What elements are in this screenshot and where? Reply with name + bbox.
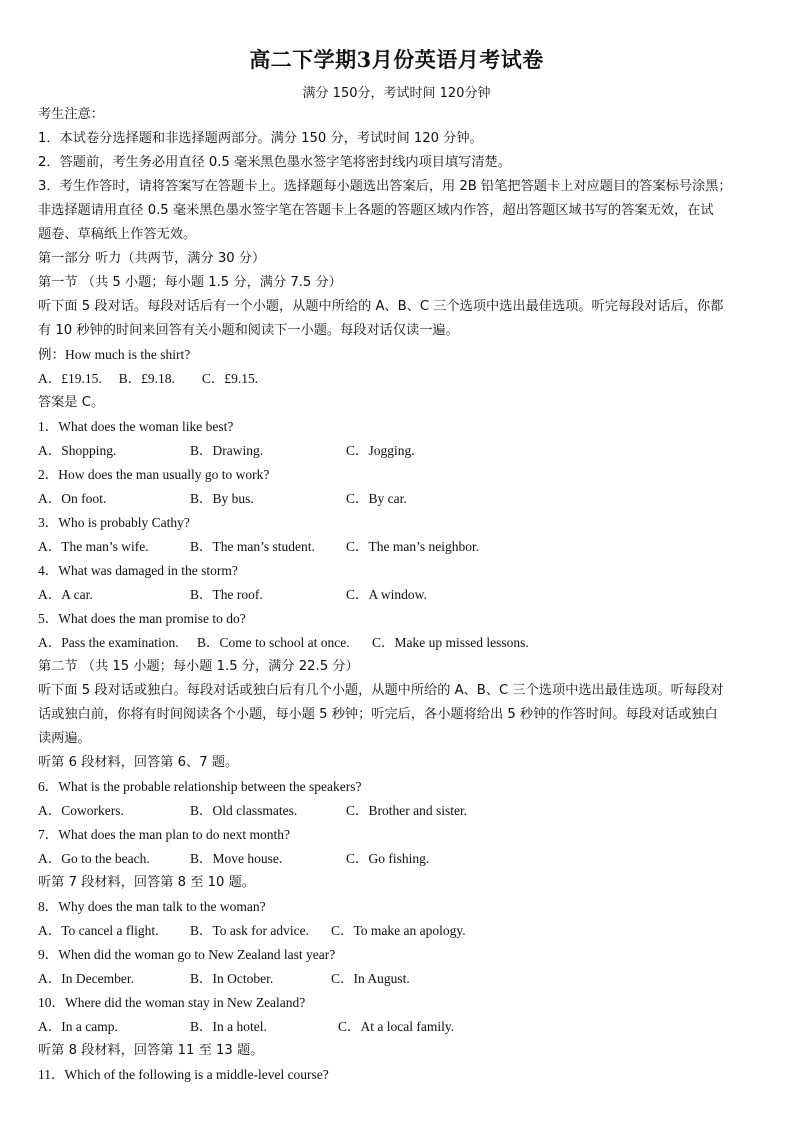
option-c: C．To make an apology. bbox=[331, 923, 466, 938]
question-9-options bbox=[38, 970, 763, 988]
option-a: A．In December. bbox=[38, 971, 134, 986]
question-2-options bbox=[38, 490, 763, 508]
material-6-heading: 听第 6 段材料，回答第 6、7 题。 bbox=[38, 755, 239, 770]
option-b: B．Move house. bbox=[190, 851, 283, 866]
material-8-heading: 听第 8 段材料，回答第 11 至 13 题。 bbox=[38, 1043, 264, 1058]
question-11-stem: 11．Which of the following is a middle-level course? bbox=[38, 1067, 329, 1082]
question-1-options bbox=[38, 442, 763, 460]
option-b: B．To ask for advice. bbox=[190, 923, 310, 938]
example-question: 例：How much is the shirt? bbox=[38, 347, 191, 362]
exam-score-time: 满分 150分，考试时间 120分钟 bbox=[302, 86, 491, 101]
material-7-heading: 听第 7 段材料，回答第 8 至 10 题。 bbox=[38, 875, 255, 890]
option-c: C．By car. bbox=[346, 491, 407, 506]
question-4-options bbox=[38, 586, 763, 604]
option-c: C．Go fishing. bbox=[346, 851, 430, 866]
notice-heading: 考生注意： bbox=[38, 107, 104, 122]
option-a: A．Go to the beach. bbox=[38, 851, 150, 866]
part-heading: 第一部分 听力（共两节，满分 30 分） bbox=[38, 251, 266, 266]
option-b: B．Come to school at once. bbox=[197, 635, 350, 650]
notice-item-2: 2．答题前，考生务必用直径 0.5 毫米黑色墨水签字笔将密封线内项目填写清楚。 bbox=[38, 155, 511, 170]
option-c: C．The man’s neighbor. bbox=[346, 539, 480, 554]
section-1-instruction-b: 有 10 秒钟的时间来回答有关小题和阅读下一小题。每段对话仅读一遍。 bbox=[38, 323, 459, 338]
question-6-options bbox=[38, 802, 763, 820]
option-a: A．To cancel a flight. bbox=[38, 923, 159, 938]
option-a: A．On foot. bbox=[38, 491, 107, 506]
section-1-heading: 第一节 （共 5 小题；每小题 1.5 分，满分 7.5 分） bbox=[38, 275, 342, 290]
option-b: B．Old classmates. bbox=[190, 803, 298, 818]
option-b: B．In October. bbox=[190, 971, 274, 986]
option-a: A．Coworkers. bbox=[38, 803, 124, 818]
question-7-stem: 7．What does the man plan to do next month? bbox=[38, 827, 290, 842]
option-b: B．By bus. bbox=[190, 491, 254, 506]
example-options: A．£19.15. B．£9.18. C．£9.15. bbox=[38, 371, 259, 386]
section-2-instruction-a: 听下面 5 段对话或独白。每段对话或独白后有几个小题，从题中所给的 A、B、C 三个选项中选出最佳选项。听每段对 bbox=[38, 683, 724, 698]
option-a: A．Pass the examination. bbox=[38, 635, 179, 650]
option-c: C．In August. bbox=[331, 971, 410, 986]
option-c: C．A window. bbox=[346, 587, 427, 602]
notice-item-1: 1．本试卷分选择题和非选择题两部分。满分 150 分，考试时间 120 分钟。 bbox=[38, 131, 483, 146]
question-10-stem: 10．Where did the woman stay in New Zealand? bbox=[38, 995, 306, 1010]
option-a: A．Shopping. bbox=[38, 443, 117, 458]
option-a: A．The man’s wife. bbox=[38, 539, 149, 554]
option-b: B．In a hotel. bbox=[190, 1019, 267, 1034]
option-c: C．Jogging. bbox=[346, 443, 415, 458]
section-2-heading: 第二节 （共 15 小题；每小题 1.5 分，满分 22.5 分） bbox=[38, 659, 359, 674]
section-2-instruction-c: 读两遍。 bbox=[38, 731, 91, 746]
question-3-stem: 3．Who is probably Cathy? bbox=[38, 515, 190, 530]
page-title: 高二下学期3月份英语月考试卷 bbox=[249, 47, 544, 72]
notice-item-3b: 非选择题请用直径 0.5 毫米黑色墨水签字笔在答题卡上各题的答题区域内作答，超出答题区域书写的答案无效，在试 bbox=[38, 203, 714, 218]
notice-item-3c: 题卷、草稿纸上作答无效。 bbox=[38, 227, 197, 242]
section-1-instruction-a: 听下面 5 段对话。每段对话后有一个小题，从题中所给的 A、B、C 三个选项中选出最佳选项。听完每段对话后，你都 bbox=[38, 299, 724, 314]
option-c: C．At a local family. bbox=[338, 1019, 455, 1034]
question-9-stem: 9．When did the woman go to New Zealand last year? bbox=[38, 947, 336, 962]
question-8-options bbox=[38, 922, 763, 940]
question-8-stem: 8．Why does the man talk to the woman? bbox=[38, 899, 266, 914]
option-c: C．Brother and sister. bbox=[346, 803, 468, 818]
question-2-stem: 2．How does the man usually go to work? bbox=[38, 467, 270, 482]
option-b: B．The man’s student. bbox=[190, 539, 315, 554]
question-5-options bbox=[38, 634, 763, 652]
question-4-stem: 4．What was damaged in the storm? bbox=[38, 563, 238, 578]
example-answer: 答案是 C。 bbox=[38, 395, 105, 410]
option-b: B．Drawing. bbox=[190, 443, 264, 458]
question-6-stem: 6．What is the probable relationship between the speakers? bbox=[38, 779, 362, 794]
question-3-options bbox=[38, 538, 763, 556]
option-a: A．In a camp. bbox=[38, 1019, 118, 1034]
question-5-stem: 5．What does the man promise to do? bbox=[38, 611, 246, 626]
section-2-instruction-b: 话或独白前，你将有时间阅读各个小题，每小题 5 秒钟；听完后，各小题将给出 5 秒钟的作答时间。每段对话或独白 bbox=[38, 707, 718, 722]
question-10-options bbox=[38, 1018, 763, 1036]
option-b: B．The roof. bbox=[190, 587, 263, 602]
option-c: C．Make up missed lessons. bbox=[372, 635, 529, 650]
question-1-stem: 1．What does the woman like best? bbox=[38, 419, 234, 434]
option-a: A．A car. bbox=[38, 587, 93, 602]
notice-item-3a: 3．考生作答时，请将答案写在答题卡上。选择题每小题选出答案后，用 2B 铅笔把答题卡上对应题目的答案标号涂黑； bbox=[38, 179, 732, 194]
question-7-options bbox=[38, 850, 763, 868]
